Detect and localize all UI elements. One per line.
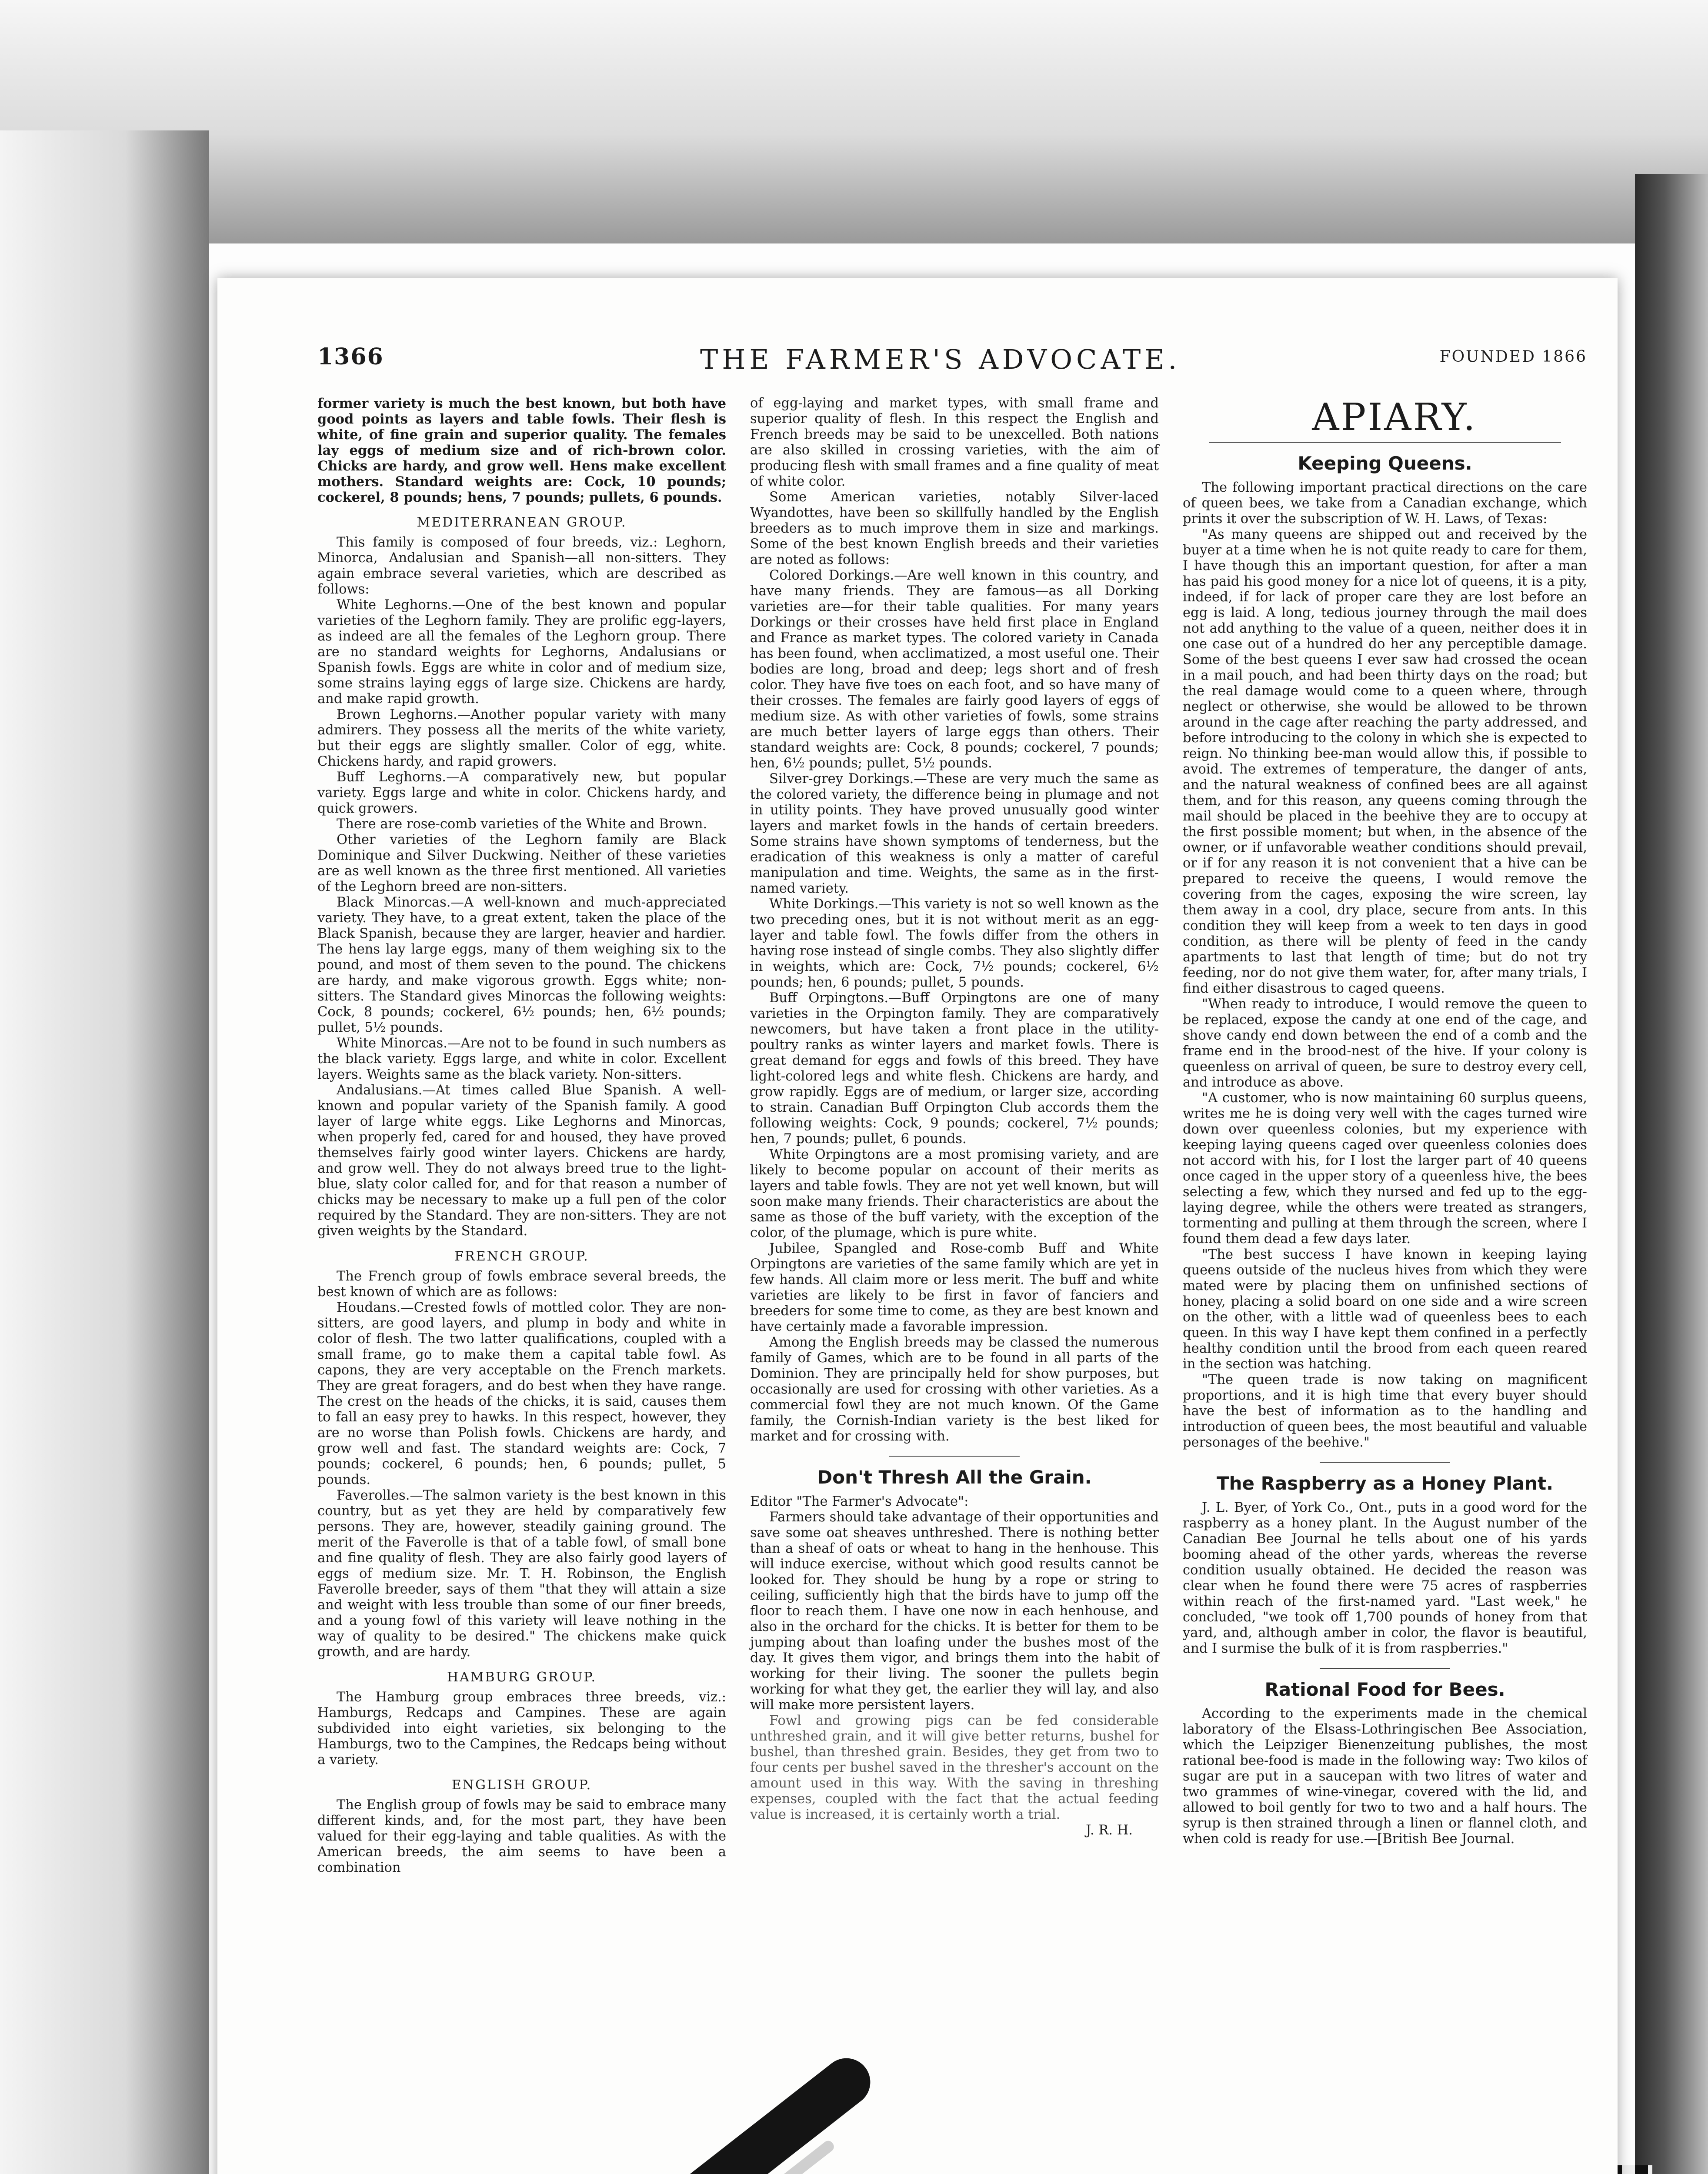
paragraph: White Leghorns.—One of the best known and popular varieties of the Leghorn family. They are prolific egg-layers, as indeed are all the females of the Leghorn group. There are no standard weights for Leghorns, Andalusians or Spanish fowls. Eggs are white in color and of medium size, some strains laying eggs of large size. Chickens are hardy, and make rapid growth. (317, 597, 726, 707)
paragraph: Jubilee, Spangled and Rose-comb Buff and White Orpingtons are varieties of the same family which are yet in few hands. All claim more or less merit. The buff and white varieties are likely to be first in favor of fanciers and breeders for some time to come, as they are best known and have certainly made a favorable impression. (750, 1241, 1159, 1334)
paragraph: Fowl and growing pigs can be fed considerable unthreshed grain, and it will give better returns, bushel for bushel, than threshed grain. Besides, they get from two to four cents per bushel saved in the thresher's account on the amount used in this way. With the saving in threshing expenses, coupled with the fact that the actual feeding value is increased, it is certainly worth a trial. (750, 1713, 1159, 1822)
paragraph: former variety is much the best known, but both have good points as layers and table fowls. Their flesh is white, of fine grain and superior quality. The females lay eggs of medium size and of rich-brown color. Chicks are hardy, and grow well. Hens make excellent mothers. Standard weights are: Cock, 10 pounds; cockerel, 8 pounds; hens, 7 pounds; pullets, 6 pounds. (317, 396, 726, 505)
department-heading-apiary: APIARY. (1312, 396, 1477, 439)
scan-background-left (0, 130, 209, 2174)
paragraph: This family is composed of four breeds, viz.: Leghorn, Minorca, Andalusian and Spanish—all non-sitters. They again embrace several varieties, which are described as follows: (317, 535, 726, 597)
paragraph: Andalusians.—At times called Blue Spanish. A well-known and popular variety of the Spanish family. A good layer of large white eggs. Like Leghorns and Minorcas, when properly fed, cared for and housed, they have proved themselves fairly good winter layers. Chickens are hardy, and grow well. They do not always breed true to the light-blue, slaty color called for, and for that reason a number of chicks may be necessary to make up a full pen of the color required by the Standard. They are non-sitters. They are not given weights by the Standard. (317, 1083, 726, 1239)
paragraph: "The best success I have known in keeping laying queens outside of the nucleus hives from which they were mated were by placing them on unfinished sections of honey, placing a solid board on one side and a wire screen on the other, with a little wad of queenless bees to each queen. In this way I have kept them confined in a perfectly healthy condition until the brood from each queen reared in the section was hatching. (1183, 1247, 1587, 1372)
paragraph: "A customer, who is now maintaining 60 surplus queens, writes me he is doing very well with the cages turned wire down over queenless colonies, but my experience with keeping laying queens caged over queenless colonies does not accord with his, for I lost the larger part of 40 queens once caged in the upper story of a queenless hive, the bees selecting a few, which they nursed and fed up to the egg-laying degree, while the others were treated as strangers, tormenting and pulling at them through the screen, where I found them dead a few days later. (1183, 1090, 1587, 1247)
paragraph: Black Minorcas.—A well-known and much-appreciated variety. They have, to a great extent, taken the place of the Black Spanish, because they are larger, heavier and hardier. The hens lay large eggs, many of them weighing six to the pound, and most of them seven to the pound. The chickens are hardy, and make vigorous growth. Eggs white; non-sitters. The Standard gives Minorcas the following weights: Cock, 8 pounds; cockerel, 6½ pounds; hen, 6½ pounds; pullet, 5½ pounds. (317, 895, 726, 1035)
section-heading-hamburg: HAMBURG GROUP. (447, 1670, 597, 1685)
paragraph: White Dorkings.—This variety is not so well known as the two preceding ones, but it is not without merit as an egg-layer and table fowl. The fowls differ from the others in having rose instead of single combs. They also slightly differ in weights, which are: Cock, 7½ pounds; cockerel, 6½ pounds; hen, 6 pounds; pullet, 5 pounds. (750, 897, 1159, 990)
paragraph: Other varieties of the Leghorn family are Black Dominique and Silver Duckwing. Neither of these varieties are as well known as the three first mentioned. All varieties of the Leghorn breed are non-sitters. (317, 832, 726, 894)
divider (1320, 1668, 1450, 1669)
founded-note: FOUNDED 1866 (1439, 348, 1587, 366)
scan-background-right (1635, 174, 1708, 2174)
paragraph: The following important practical directions on the care of queen bees, we take from a Canadian exchange, which prints it over the subscription of W. H. Laws, of Texas: (1183, 480, 1587, 527)
article-title-keeping-queens: Keeping Queens. (1298, 453, 1472, 474)
paragraph: of egg-laying and market types, with small frame and superior quality of flesh. In this respect the English and French breeds may be said to be unexcelled. Both nations are also skilled in crossing varieties, with the aim of producing flesh with small frames and a fine quality of meat of white color. (750, 396, 1159, 489)
divider (1320, 1462, 1450, 1463)
scan-background-top (0, 0, 1708, 243)
paragraph: There are rose-comb varieties of the White and Brown. (337, 817, 707, 832)
paragraph: Buff Orpingtons.—Buff Orpingtons are one of many varieties in the Orpington family. They are comparatively newcomers, but have taken a front place in the utility-poultry ranks as winter layers and market fowls. There is great demand for eggs and fowls of this breed. They have light-colored legs and white flesh. Chickens are hardy, and grow rapidly. Eggs are of medium, or larger size, according to strain. Canadian Buff Orpington Club accords them the following weights: Cock, 9 pounds; cockerel, 7½ pounds; hen, 7 pounds; pullet, 6 pounds. (750, 990, 1159, 1147)
paragraph: The English group of fowls may be said to embrace many different kinds, and, for the most part, they have been valued for their egg-laying and table qualities. As with the American breeds, the aim seems to have been a combination (317, 1797, 726, 1875)
paragraph: Silver-grey Dorkings.—These are very much the same as the colored variety, the difference being in plumage and not in utility points. They have proved unusually good winter layers and market fowls in the hands of certain breeders. Some strains have shown symptoms of tenderness, but the eradication of this weakness is only a matter of careful manipulation and time. Weights, the same as in the first-named variety. (750, 771, 1159, 896)
divider (1209, 442, 1561, 443)
column-1 (317, 396, 726, 1876)
paragraph: Brown Leghorns.—Another popular variety with many admirers. They possess all the merits of the white variety, but their eggs are slightly smaller. Color of egg, white. Chickens hardy, and rapid growers. (317, 707, 726, 769)
page-number: 1366 (317, 343, 384, 370)
newspaper-page (217, 278, 1618, 2174)
editor-line: Editor "The Farmer's Advocate": (750, 1494, 969, 1509)
signature: J. R. H. (1086, 1823, 1133, 1838)
page-header (317, 343, 1587, 378)
masthead-title: THE FARMER'S ADVOCATE. (700, 343, 1181, 375)
paragraph: "The queen trade is now taking on magnificent proportions, and it is high time that every buyer should have the best of information as to the handling and introduction of queen bees, the most beautiful and valuable personages of the beehive." (1183, 1372, 1587, 1450)
paragraph: White Minorcas.—Are not to be found in such numbers as the black variety. Eggs large, and white in color. Excellent layers. Weights same as the black variety. Non-sitters. (317, 1036, 726, 1082)
section-heading-french: FRENCH GROUP. (454, 1249, 589, 1264)
paragraph: Farmers should take advantage of their opportunities and save some oat sheaves unthreshed. There is nothing better than a sheaf of oats or wheat to hang in the henhouse. This will induce exercise, without which good results cannot be looked for. They should be hung by a rope or string to ceiling, sufficiently high that the birds have to jump off the floor to reach them. I have one now in each henhouse, and also in the orchard for the chicks. It is better for them to be jumping about than loafing under the bushes most of the day. It gives them vigor, and brings them into the habit of working for their living. The sooner the pullets begin working for what they get, the earlier they will lay, and also will make more persistent layers. (750, 1510, 1159, 1713)
paragraph: The Hamburg group embraces three breeds, viz.: Hamburgs, Redcaps and Campines. These are again subdivided into eight varieties, six belonging to the Hamburgs, two to the Campines, the Redcaps being without a variety. (317, 1690, 726, 1767)
paragraph: "As many queens are shipped out and received by the buyer at a time when he is not quite ready to care for them, I have though this an important question, for after a man has paid his good money for a nice lot of queens, it is a pity, indeed, if for lack of proper care they are lost before an egg is laid. A long, tedious journey through the mail does not add anything to the value of a queen, neither does it in one case out of a hundred do her any perceptible damage. Some of the best queens I ever saw had crossed the ocean in a mail pouch, and had been thirty days on the road; but the real damage would come to a queen where, through neglect or otherwise, she would be allowed to be thrown around in the cage after reaching the party addressed, and before introducing to the colony in which she is expected to reign. No thinking bee-man would allow this, if possible to avoid. The extremes of temperature, the danger of ants, and the natural weakness of confined bees are all against them, and for this reason, any queens coming through the mail should be placed in the beehive they are to occupy at the first possible moment; but when, in the absence of the owner, or if unfavorable weather conditions should prevail, or if for any reason it is not convenient that a hive can be prepared to receive the queens, I would remove the covering from the cages, exposing the wire screen, lay them away in a cool, dry place, secure from ants. In this condition they will keep from a week to ten days in good condition, as there will be plenty of feed in the candy apartments to last that length of time; but do not try feeding, nor do not give them water, for, after many trials, I find either disastrous to caged queens. (1183, 527, 1587, 996)
paragraph: J. L. Byer, of York Co., Ont., puts in a good word for the raspberry as a honey plant. In the August number of the Canadian Bee Journal he tells about one of his yards booming ahead of the other yards, whereas the reverse condition usually obtained. He decided the reason was clear when he found there were 75 acres of raspberries within reach of the first-named yard. "Last week," he concluded, "we took off 1,700 pounds of honey from that yard, and, although amber in color, the flavor is beautiful, and I surmise the bulk of it is from raspberries." (1183, 1500, 1587, 1656)
divider (889, 1456, 1020, 1457)
paragraph: Buff Leghorns.—A comparatively new, but popular variety. Eggs large and white in color. Chickens hardy, and quick growers. (317, 770, 726, 816)
column-3 (1183, 396, 1587, 1847)
paragraph: White Orpingtons are a most promising variety, and are likely to become popular on account of their merits as layers and table fowls. They are not yet well known, but will soon make many friends. Their characteristics are about the same as those of the buff variety, with the exception of the color, of the plumage, which is pure white. (750, 1147, 1159, 1240)
paragraph: The French group of fowls embrace several breeds, the best known of which are as follows: (317, 1269, 726, 1300)
section-heading-mediterranean: MEDITERRANEAN GROUP. (417, 515, 627, 530)
article-title-bee-food: Rational Food for Bees. (1264, 1679, 1505, 1700)
paragraph: "When ready to introduce, I would remove the queen to be replaced, expose the candy at one end of the cage, and shove candy end down between the end of a comb and the frame end in the brood-nest of the hive. If your colony is queenless on arrival of queen, be sure to destroy every cell, and introduce as above. (1183, 997, 1587, 1090)
article-title-raspberry: The Raspberry as a Honey Plant. (1216, 1473, 1554, 1494)
paragraph: Some American varieties, notably Silver-laced Wyandottes, have been so skillfully handled by the English breeders as to much improve them in size and markings. Some of the best known English breeds and their varieties are noted as follows: (750, 490, 1159, 567)
section-heading-english: ENGLISH GROUP. (451, 1777, 592, 1793)
paragraph: According to the experiments made in the chemical laboratory of the Elsass-Lothringischen Bee Association, which the Leipziger Bienenzeitung publishes, the most rational bee-food is made in the following way: Two kilos of sugar are put in a saucepan with two litres of water and two grammes of wine-vinegar, covered with the lid, and allowed to boil gently for two to two and a half hours. The syrup is then strained through a linen or flannel cloth, and when cold is ready for use.—[British Bee Journal. (1183, 1706, 1587, 1847)
column-2 (750, 396, 1159, 1838)
paragraph: Houdans.—Crested fowls of mottled color. They are non-sitters, are good layers, and plump in body and white in color of flesh. The two latter qualifications, coupled with a small frame, go to make them a capital table fowl. As capons, they are very acceptable on the French markets. They are great foragers, and do best when they have range. The crest on the heads of the chicks, it is said, causes them to fall an easy prey to hawks. In this respect, however, they are no worse than Polish fowls. Chickens are hardy, and grow well and fast. The standard weights are: Cock, 7 pounds; cockerel, 6 pounds; hen, 6 pounds; pullet, 5 pounds. (317, 1300, 726, 1487)
article-title-thresh: Don't Thresh All the Grain. (817, 1467, 1092, 1488)
paragraph: Faverolles.—The salmon variety is the best known in this country, but as yet they are held by comparatively few persons. They are, however, steadily gaining ground. The merit of the Faverolle is that of a table fowl, of small bone and fine quality of flesh. They are also fairly good layers of eggs of medium size. Mr. T. H. Robinson, the English Faverolle breeder, says of them "that they will attain a size and weight with less trouble than some of our finer breeds, and a young fowl of this variety will leave nothing in the way of quality to be desired." The chickens make quick growth, and are hardy. (317, 1488, 726, 1660)
paragraph: Colored Dorkings.—Are well known in this country, and have many friends. They are famous—as all Dorking varieties are—for their table qualities. For many years Dorkings or their crosses have held first place in England and France as market types. The colored variety in Canada has been found, when acclimatized, a most useful one. Their bodies are long, broad and deep; legs short and of fresh color. They have five toes on each foot, and so have many of their crosses. The females are fairly good layers of eggs of medium size. As with other varieties of fowls, some strains are much better layers of large eggs than others. Their standard weights are: Cock, 8 pounds; cockerel, 7 pounds; hen, 6½ pounds; pullet, 5½ pounds. (750, 568, 1159, 771)
paragraph: Among the English breeds may be classed the numerous family of Games, which are to be found in all parts of the Dominion. They are principally held for show purposes, but occasionally are used for crossing with other varieties. As a commercial fowl they are not much known. Of the Game family, the Cornish-Indian variety is the best liked for market and for crossing with. (750, 1335, 1159, 1444)
